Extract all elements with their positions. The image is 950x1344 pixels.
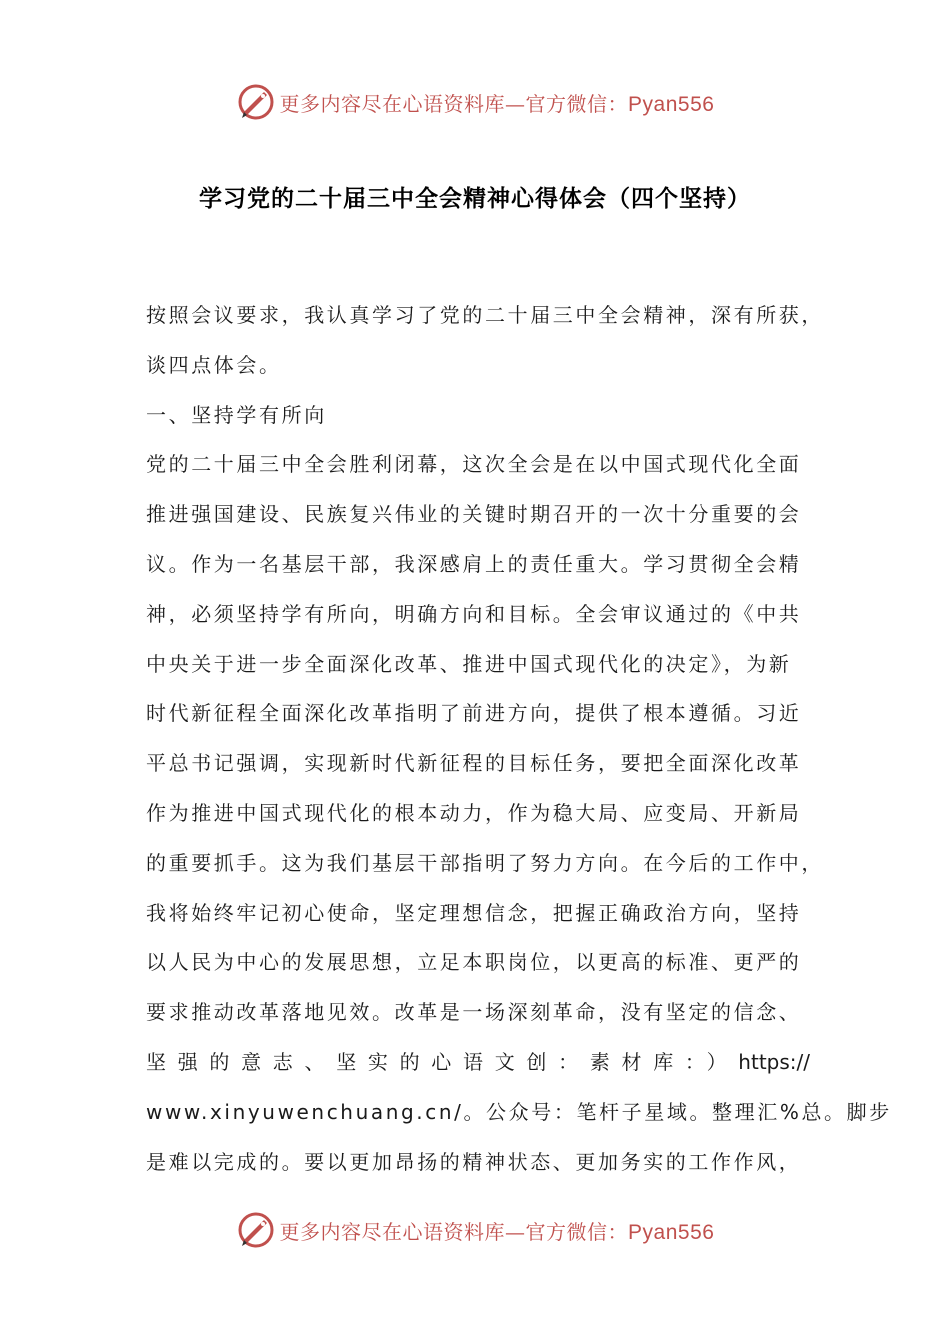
- wechat-id: Pyan556: [628, 1220, 715, 1244]
- paragraph-line: 按照会议要求，我认真学习了党的二十届三中全会精神，深有所获，: [146, 303, 824, 327]
- document-body: [146, 296, 892, 1192]
- document-title: 学习党的二十届三中全会精神心得体会（四个坚持）: [199, 186, 751, 212]
- paragraph-line: 神，必须坚持学有所向，明确方向和目标。全会审议通过的《中共: [146, 601, 802, 626]
- paragraph-line: 的重要抓手。这为我们基层干部指明了努力方向。在今后的工作中，: [146, 850, 824, 875]
- paragraph-line: 时代新征程全面深化改革指明了前进方向，提供了根本遵循。习近: [146, 701, 802, 726]
- paragraph-line: 要求推动改革落地见效。改革是一场深刻革命，没有坚定的信念、: [146, 1000, 802, 1025]
- footer-banner: [0, 1208, 950, 1252]
- paragraph-line: 党的二十届三中全会胜利闭幕，这次全会是在以中国式现代化全面: [146, 452, 802, 477]
- paragraph-line: 推进强国建设、民族复兴伟业的关键时期召开的一次十分重要的会: [146, 502, 802, 527]
- paragraph-line: 谈四点体会。: [146, 352, 282, 377]
- pen-logo-icon: [236, 1210, 276, 1250]
- paragraph-line: 我将始终牢记初心使命，坚定理想信念，把握正确政治方向，坚持: [146, 900, 802, 925]
- header-banner-text: 更多内容尽在心语资料库—官方微信：Pyan556: [279, 91, 715, 116]
- wechat-id: Pyan556: [628, 92, 715, 116]
- paragraph-line: 作为推进中国式现代化的根本动力，作为稳大局、应变局、开新局: [146, 800, 802, 825]
- paragraph-line: 是难以完成的。要以更加昂扬的精神状态、更加务实的工作作风，: [146, 1149, 802, 1174]
- paragraph-line: 议。作为一名基层干部，我深感肩上的责任重大。学习贯彻全会精: [146, 551, 802, 576]
- paragraph-line: www.xinyuwenchuang.cn/。公众号：笔杆子星域。整理汇%总。脚步: [146, 1099, 892, 1124]
- footer-banner-text: 更多内容尽在心语资料库—官方微信：Pyan556: [279, 1219, 715, 1244]
- section-heading: 一、坚持学有所向: [146, 402, 327, 427]
- paragraph-line: 以人民为中心的发展思想，立足本职岗位，以更高的标准、更严的: [146, 950, 802, 975]
- paragraph-line: 坚强的意志、坚实的心语文创：素材库：）https://: [146, 1049, 810, 1074]
- pen-logo-icon: [236, 82, 276, 122]
- paragraph-line: 平总书记强调，实现新时代新征程的目标任务，要把全面深化改革: [146, 751, 802, 776]
- header-banner: [0, 80, 950, 124]
- paragraph-line: 中央关于进一步全面深化改革、推进中国式现代化的决定》，为新: [146, 651, 792, 676]
